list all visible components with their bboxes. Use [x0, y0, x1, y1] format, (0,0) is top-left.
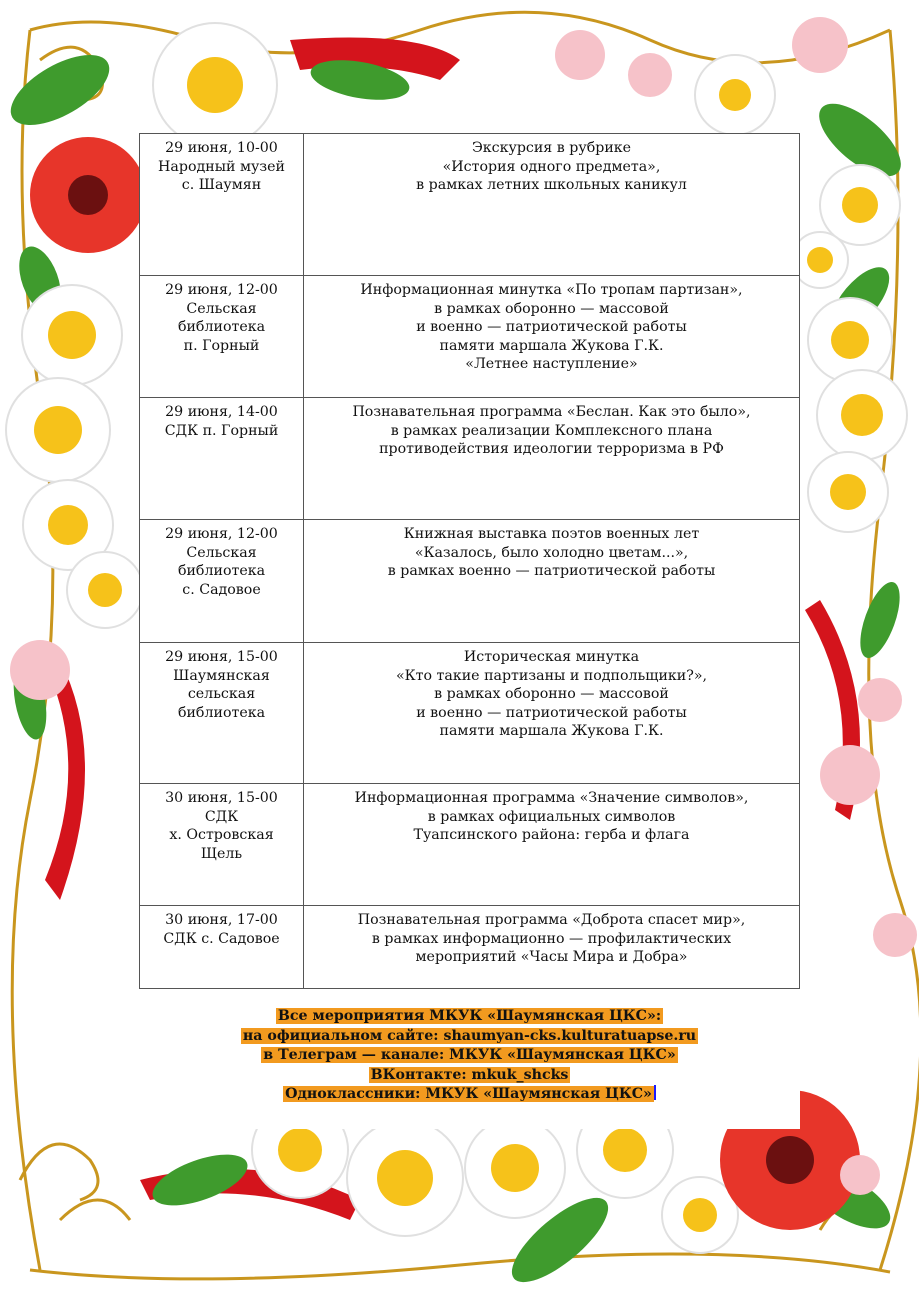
event-date-place: 29 июня, 12-00 Сельская библиотека п. Горный [140, 276, 304, 398]
event-description: Экскурсия в рубрике «История одного предмета», в рамках летних школьных каникул [304, 134, 800, 276]
footer-heading: Все мероприятия МКУК «Шаумянская ЦКС»: [277, 1008, 662, 1024]
table-row [140, 520, 800, 643]
event-description: Познавательная программа «Беслан. Как это было», в рамках реализации Комплексного плана противодействия идеологии терроризма в РФ [304, 398, 800, 520]
event-date-place: 30 июня, 15-00 СДК х. Островская Щель [140, 784, 304, 906]
contacts-footer [139, 1007, 800, 1105]
event-description: Книжная выставка поэтов военных лет «Казалось, было холодно цветам...», в рамках военно — патриотической работы [304, 520, 800, 643]
event-date-place: 29 июня, 10-00 Народный музей с. Шаумян [140, 134, 304, 276]
event-description: Информационная минутка «По тропам партизан», в рамках оборонно — массовой и военно — патриотической работы памяти маршала Жукова Г.К. «Летнее наступление» [304, 276, 800, 398]
table-row [140, 906, 800, 989]
event-date-place: 30 июня, 17-00 СДК с. Садовое [140, 906, 304, 989]
event-description: Информационная программа «Значение символов», в рамках официальных символов Туапсинского района: герба и флага [304, 784, 800, 906]
table-row [140, 643, 800, 784]
events-table [139, 133, 800, 989]
website-link[interactable]: на официальном сайте: shaumyan-cks.kulturatuapse.ru [242, 1027, 697, 1044]
event-description: Историческая минутка «Кто такие партизаны и подпольщики?», в рамках оборонно — массовой и военно — патриотической работы памяти маршала Жукова Г.К. [304, 643, 800, 784]
event-description: Познавательная программа «Доброта спасет мир», в рамках информационно — профилактических мероприятий «Часы Мира и Добра» [304, 906, 800, 989]
schedule-sheet [139, 133, 800, 1129]
text-cursor [654, 1085, 656, 1100]
table-row [140, 276, 800, 398]
event-date-place: 29 июня, 12-00 Сельская библиотека с. Садовое [140, 520, 304, 643]
event-date-place: 29 июня, 15-00 Шаумянская сельская библиотека [140, 643, 304, 784]
table-row [140, 134, 800, 276]
telegram-link[interactable]: в Телеграм — канале: МКУК «Шаумянская ЦКС» [263, 1047, 676, 1063]
vkontakte-link[interactable]: ВКонтакте: mkuk_shcks [370, 1066, 569, 1083]
event-date-place: 29 июня, 14-00 СДК п. Горный [140, 398, 304, 520]
odnoklassniki-link[interactable]: Одноклассники: МКУК «Шаумянская ЦКС» [285, 1086, 652, 1102]
table-row [140, 784, 800, 906]
table-row [140, 398, 800, 520]
